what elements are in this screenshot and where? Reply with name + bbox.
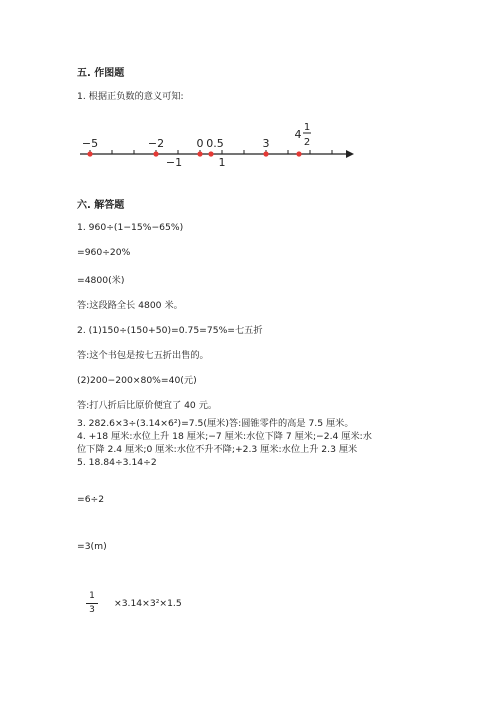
section-5-title: 五. 作图题 (77, 68, 125, 79)
label-minus-5: −5 (81, 137, 99, 150)
answer-line: 1. 960÷(1−15%−65%) (77, 222, 184, 233)
fraction-one-third (86, 591, 98, 615)
answer-line: 答:打八折后比原价便宜了 40 元。 (77, 400, 218, 411)
point-minus-2 (153, 151, 158, 156)
answer-line: ×3.14×3²×1.5 (114, 598, 182, 609)
answer-line: (2)200−200×80%=40(元) (77, 375, 197, 386)
label-4-den: 2 (303, 137, 311, 148)
point-3 (263, 151, 268, 156)
section-6-title: 六. 解答题 (77, 200, 125, 211)
number-line (70, 118, 370, 173)
fraction-denominator: 3 (89, 605, 95, 615)
label-minus-1: −1 (165, 156, 183, 169)
answer-line: =4800(米) (77, 275, 125, 286)
label-4-num: 1 (303, 122, 311, 133)
label-0-5: 0.5 (206, 137, 224, 150)
answer-line: =960÷20% (77, 247, 131, 258)
label-minus-2: −2 (147, 137, 165, 150)
answer-line: 4. +18 厘米:水位上升 18 厘米;−7 厘米:水位下降 7 厘米;−2.4 厘米:水 (77, 431, 372, 442)
fraction-numerator: 1 (89, 591, 95, 601)
question-1-text: 1. 根据正负数的意义可知: (77, 91, 184, 102)
answer-line: 位下降 2.4 厘米;0 厘米:水位不升不降;+2.3 厘米:水位上升 2.3 厘米 (77, 444, 358, 455)
point-4-half (296, 151, 301, 156)
label-4-whole: 4 (294, 128, 302, 141)
point-0-5 (208, 151, 213, 156)
point-minus-5 (87, 151, 92, 156)
label-3: 3 (262, 137, 270, 150)
point-0 (197, 151, 202, 156)
answer-line: =3(m) (77, 541, 107, 552)
label-1: 1 (218, 156, 226, 169)
answer-line: 3. 282.6×3÷(3.14×6²)=7.5(厘米)答:圆锥零件的高是 7.5 厘米。 (77, 418, 354, 429)
answer-line: 答:这个书包是按七五折出售的。 (77, 350, 209, 361)
answer-line: 5. 18.84÷3.14÷2 (77, 457, 157, 468)
answer-line: 2. (1)150÷(150+50)=0.75=75%=七五折 (77, 325, 263, 336)
answer-line: 答:这段路全长 4800 米。 (77, 300, 183, 311)
answer-line: =6÷2 (77, 494, 105, 505)
arrow-icon (346, 150, 354, 158)
label-0: 0 (196, 137, 204, 150)
